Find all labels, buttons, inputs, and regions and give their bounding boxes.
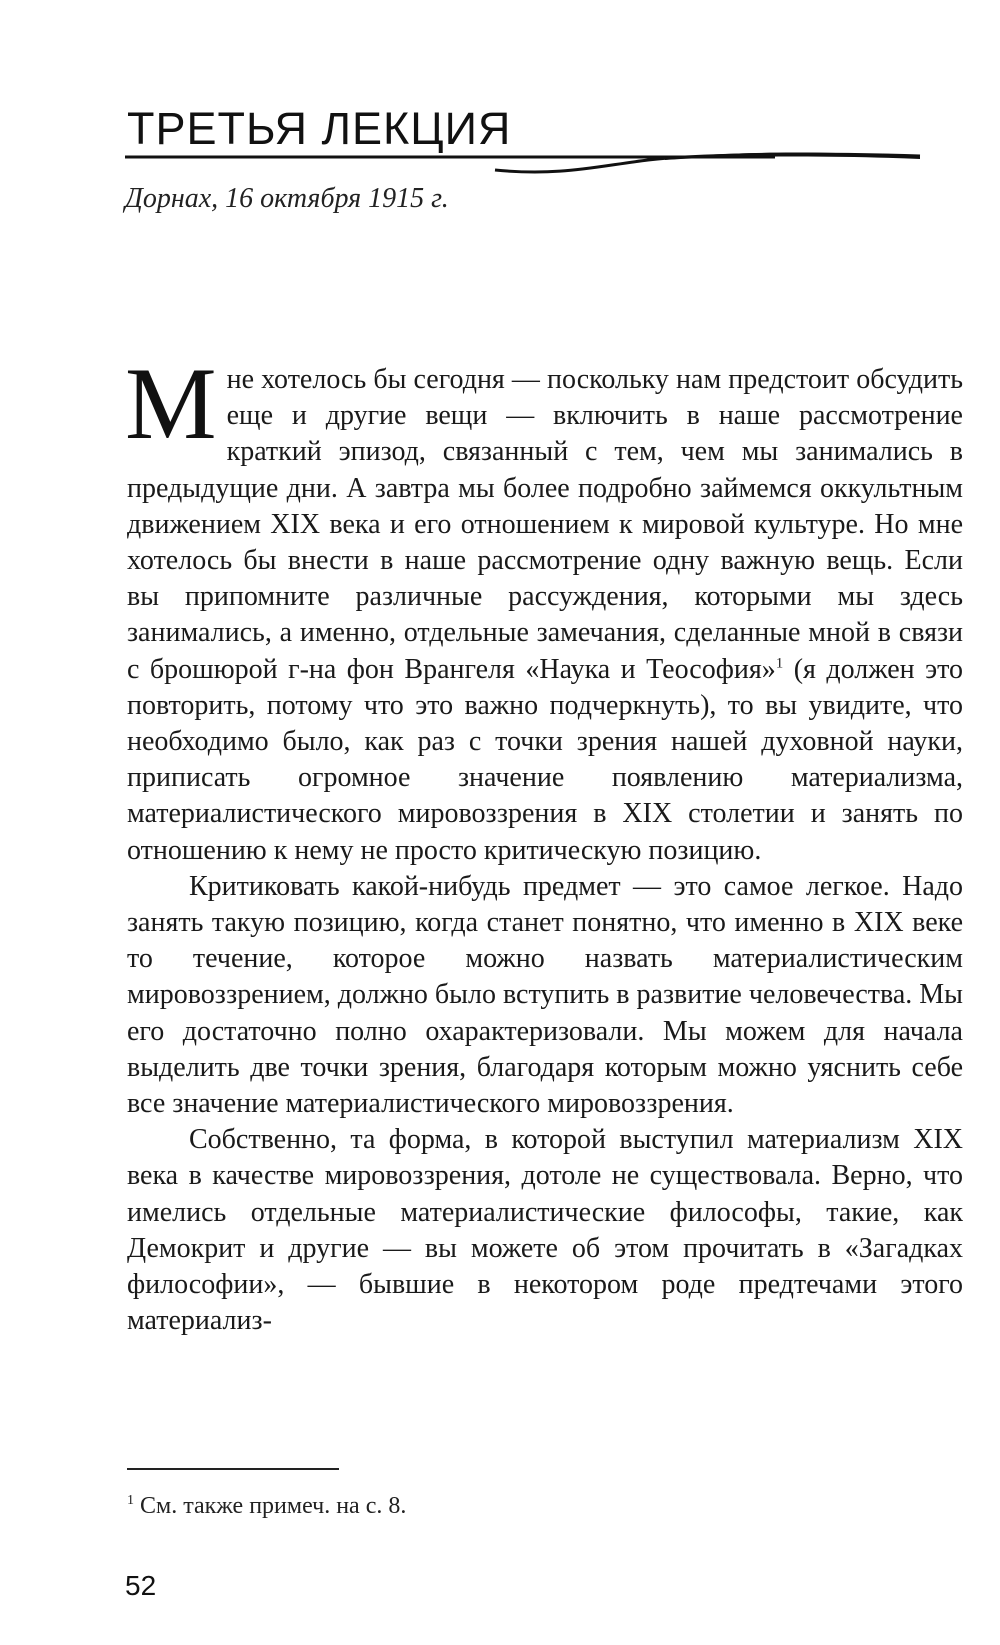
main-text	[125, 347, 963, 1339]
paragraph-1	[125, 347, 963, 869]
footnote-text: См. также примеч. на с. 8.	[140, 1493, 407, 1519]
paragraph-1-part-b: (я должен это повторить, потому что это важно подчеркнуть), то вы увидите, что необходимо было, как раз с точки зрения нашей духовной науки, приписать огромное значение появлению материализма, материалистического мировоззрения в XIX столетии и занять по отношению к нему не просто критическую позицию.	[127, 653, 963, 866]
paragraph-3: Собственно, та форма, в которой выступил материализм XIX века в качестве мировоззрения, дотоле не существовала. Верно, что имелись отдельные материалистические философы, такие, как Демокрит и другие — вы можете об этом прочитать в «Загадках философии», — бывшие в некотором роде предтечами этого материализ-	[127, 1124, 963, 1337]
chapter-title: ТРЕТЬЯ ЛЕКЦИЯ	[127, 103, 512, 154]
footnote-reference: 1	[775, 655, 784, 672]
paragraph-1-part-a: не хотелось бы сегодня — поскольку нам предстоит обсудить еще и другие вещи — включить в наше рассмотрение краткий эпизод, связанный с тем, чем мы занимались в предыдущие дни. А завтра мы более подробно займемся оккультным движением XIX века и его отношением к мировой культуре. Но мне хотелось бы внести в наше рассмотрение одну важную вещь. Если вы припомните различные рассуждения, которыми мы здесь занимались, а именно, отдельные замечания, сделанные мной в связи с брошюрой г-на фон Врангеля «Наука и Теософия»	[127, 364, 963, 685]
footnote-marker: 1	[127, 1493, 134, 1508]
lecture-date-place: Дорнах, 16 октября 1915 г.	[125, 183, 449, 214]
footnote-divider	[127, 1468, 339, 1470]
title-flourish-line	[125, 150, 925, 184]
footnote	[127, 1493, 406, 1520]
page-number: 52	[125, 1570, 157, 1601]
paragraph-2: Критиковать какой-нибудь предмет — это самое легкое. Надо занять такую позицию, когда станет понятно, что именно в XIX веке то течение, которое можно назвать материалистическим мировоззрением, должно было вступить в развитие человечества. Мы его достаточно полно охарактеризовали. Мы можем для начала выделить две точки зрения, благодаря которым можно уяснить себе все значение материалистического мировоззрения.	[127, 870, 963, 1120]
drop-cap: М	[125, 347, 217, 461]
